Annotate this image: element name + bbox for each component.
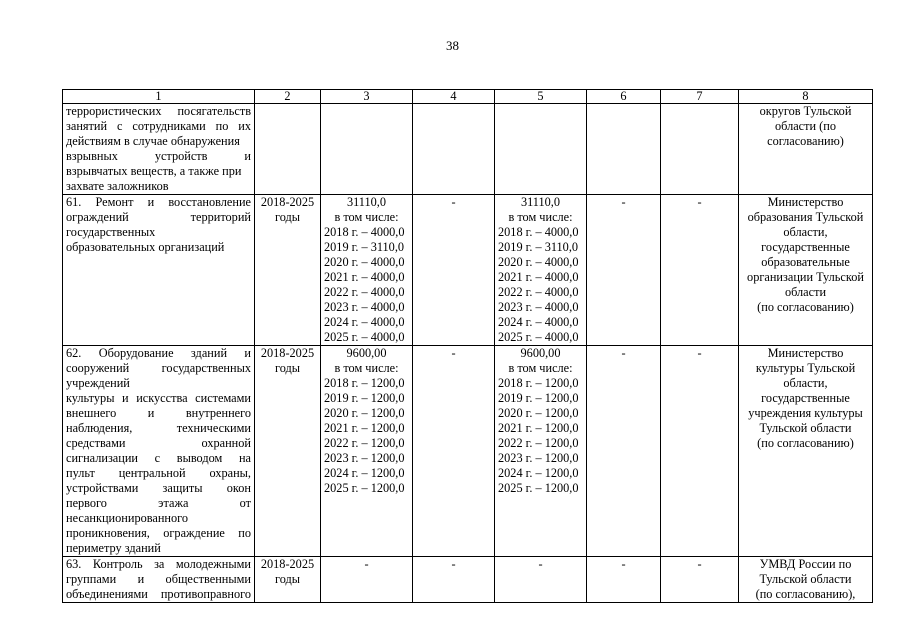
measure-description: 62. Оборудование зданий и сооружений государственных учреждений культуры и искусства системами внешнего и внутреннего наблюдения, техническими средствами охранной сигнализации с выводом на пульт центральной охраны, устройствами защиты окон первого этажа от несанкционированного проникновения, ограждение по периметру зданий bbox=[63, 346, 255, 557]
appendix-table bbox=[62, 89, 873, 603]
column-header: 6 bbox=[587, 90, 661, 104]
federal-funding-cell: - bbox=[413, 195, 495, 346]
total-funding-cell: 31110,0 в том числе: 2018 г. – 4000,0 2019 г. – 3110,0 2020 г. – 4000,0 2021 г. – 4000,0 2022 г. – 4000,0 2023 г. – 4000,0 2024 г. – 4000,0 2025 г. – 4000,0 bbox=[321, 195, 413, 346]
executor-cell: Министерство культуры Тульской области, государственные учреждения культуры Тульской области (по согласованию) bbox=[739, 346, 873, 557]
regional-funding-cell bbox=[495, 104, 587, 195]
column-header: 7 bbox=[661, 90, 739, 104]
federal-funding-cell bbox=[413, 104, 495, 195]
total-funding-cell: - bbox=[321, 557, 413, 603]
period-cell: 2018-2025 годы bbox=[255, 346, 321, 557]
other-funding-cell bbox=[661, 104, 739, 195]
federal-funding-cell: - bbox=[413, 346, 495, 557]
other-funding-cell: - bbox=[661, 346, 739, 557]
page-number: 38 bbox=[446, 38, 459, 53]
measure-description: 61. Ремонт и восстановление ограждений территорий государственных образовательных организаций bbox=[63, 195, 255, 346]
column-header: 1 bbox=[63, 90, 255, 104]
table-row bbox=[63, 195, 873, 346]
measure-description: 63. Контроль за молодежными группами и общественными объединениями противоправного bbox=[63, 557, 255, 603]
local-funding-cell: - bbox=[587, 346, 661, 557]
total-funding-cell bbox=[321, 104, 413, 195]
federal-funding-cell: - bbox=[413, 557, 495, 603]
period-cell bbox=[255, 104, 321, 195]
period-cell: 2018-2025 годы bbox=[255, 557, 321, 603]
table-row bbox=[63, 557, 873, 603]
column-header: 3 bbox=[321, 90, 413, 104]
column-header: 5 bbox=[495, 90, 587, 104]
total-funding-cell: 9600,00 в том числе: 2018 г. – 1200,0 2019 г. – 1200,0 2020 г. – 1200,0 2021 г. – 1200,0 2022 г. – 1200,0 2023 г. – 1200,0 2024 г. – 1200,0 2025 г. – 1200,0 bbox=[321, 346, 413, 557]
regional-funding-cell: - bbox=[495, 557, 587, 603]
regional-funding-cell: 31110,0 в том числе: 2018 г. – 4000,0 2019 г. – 3110,0 2020 г. – 4000,0 2021 г. – 4000,0 2022 г. – 4000,0 2023 г. – 4000,0 2024 г. – 4000,0 2025 г. – 4000,0 bbox=[495, 195, 587, 346]
other-funding-cell: - bbox=[661, 557, 739, 603]
executor-cell: округов Тульской области (по согласованию) bbox=[739, 104, 873, 195]
column-header: 4 bbox=[413, 90, 495, 104]
measure-description: террористических посягательств занятий с сотрудниками по их действиям в случае обнаружения взрывных устройств и взрывчатых веществ, а также при захвате заложников bbox=[63, 104, 255, 195]
executor-cell: УМВД России по Тульской области (по согласованию), bbox=[739, 557, 873, 603]
table-header-row bbox=[63, 90, 873, 104]
table-row bbox=[63, 104, 873, 195]
column-header: 2 bbox=[255, 90, 321, 104]
local-funding-cell: - bbox=[587, 195, 661, 346]
column-header: 8 bbox=[739, 90, 873, 104]
regional-funding-cell: 9600,00 в том числе: 2018 г. – 1200,0 2019 г. – 1200,0 2020 г. – 1200,0 2021 г. – 1200,0 2022 г. – 1200,0 2023 г. – 1200,0 2024 г. – 1200,0 2025 г. – 1200,0 bbox=[495, 346, 587, 557]
period-cell: 2018-2025 годы bbox=[255, 195, 321, 346]
table-row bbox=[63, 346, 873, 557]
local-funding-cell bbox=[587, 104, 661, 195]
other-funding-cell: - bbox=[661, 195, 739, 346]
local-funding-cell: - bbox=[587, 557, 661, 603]
executor-cell: Министерство образования Тульской области, государственные образовательные организации Тульской области (по согласованию) bbox=[739, 195, 873, 346]
